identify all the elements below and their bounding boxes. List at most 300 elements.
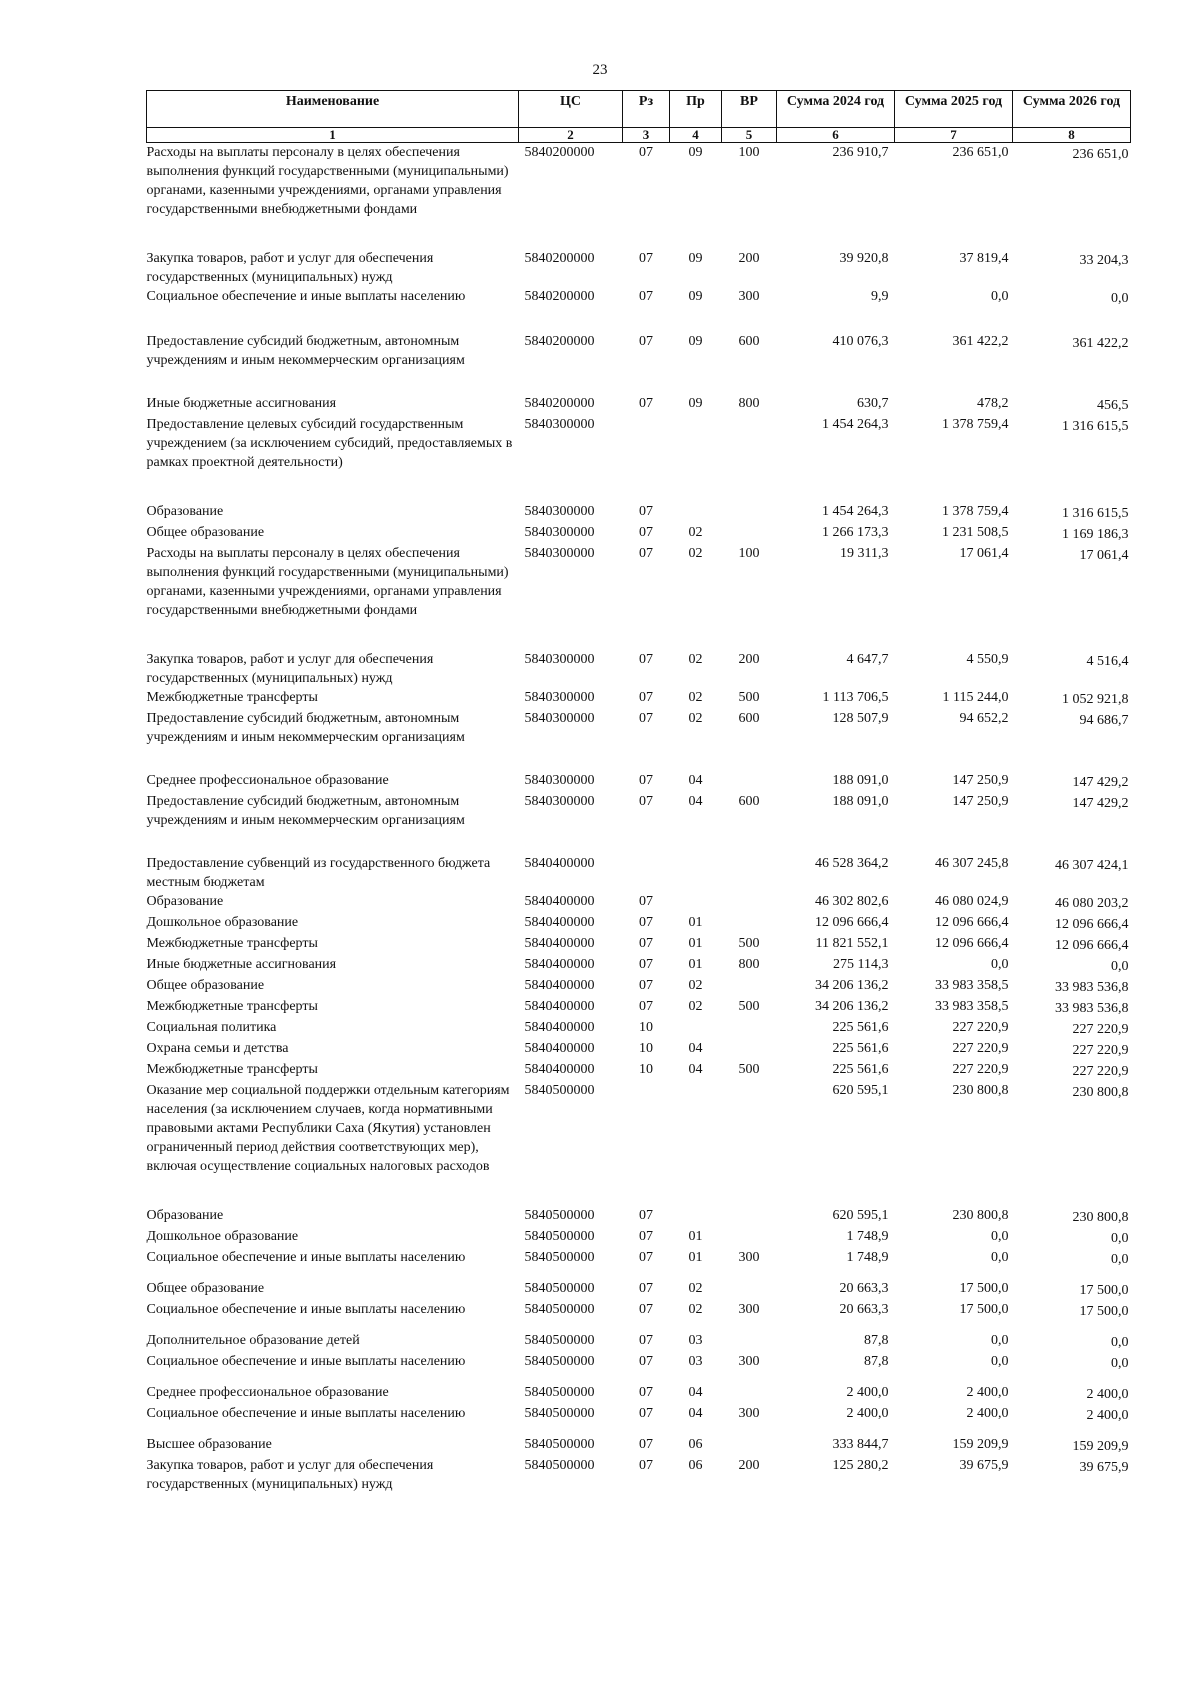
row-name-cell [147,523,519,544]
row-sum-2025-cell [895,1331,1013,1352]
row-sum-2024-cell [777,1227,895,1248]
row-vr-cell [722,544,777,650]
row-cs: 5840400000 [524,1062,595,1077]
row-sum-2024: 225 561,6 [832,1062,889,1077]
row-name: Дошкольное образование [146,915,299,930]
row-sum-2026: 1 052 921,8 [1062,692,1129,707]
row-cs-cell [519,1352,623,1383]
row-vr: 100 [738,546,760,561]
row-vr: 500 [738,936,760,951]
row-sum-2025: 1 231 508,5 [942,525,1009,540]
row-rz-cell [623,997,670,1018]
row-sum-2026: 46 307 424,1 [1055,858,1129,873]
row-sum-2024: 87,8 [864,1354,889,1369]
row-sum-2026-cell [1013,709,1131,771]
row-rz: 07 [639,894,653,909]
row-sum-2026-cell [1013,1383,1131,1404]
row-rz-cell [623,1060,670,1081]
row-sum-2026-cell [1013,394,1131,415]
row-sum-2026-cell [1013,976,1131,997]
row-sum-2024: 128 507,9 [832,711,889,726]
row-cs-cell [519,1060,623,1081]
row-sum-2026: 147 429,2 [1072,796,1129,811]
row-sum-2024: 1 454 264,3 [822,504,889,519]
row-sum-2024: 39 920,8 [839,251,889,266]
row-rz-cell [623,913,670,934]
row-cs-cell [519,1227,623,1248]
row-rz: 07 [639,652,653,667]
row-name: Межбюджетные трансферты [146,936,318,951]
row-cs: 5840300000 [524,690,595,705]
row-name-cell [147,688,519,709]
row-name: Социальное обеспечение и иные выплаты населению [146,1302,466,1317]
row-sum-2026: 0,0 [1111,1356,1129,1371]
row-pr-cell [670,1018,722,1039]
row-rz-cell [623,1383,670,1404]
row-rz: 10 [639,1041,653,1056]
row-sum-2024-cell [777,976,895,997]
row-rz-cell [623,892,670,913]
row-sum-2024-cell [777,249,895,287]
row-rz: 07 [639,525,653,540]
header-number: 2 [519,128,623,143]
row-vr: 100 [738,145,760,160]
row-sum-2025: 0,0 [991,1250,1009,1265]
row-pr-cell [670,143,722,250]
row-name: Охрана семьи и детства [146,1041,289,1056]
row-name: Оказание мер социальной поддержки отдельным категориям населения (за исключением случаев, когда нормативными правовыми актами Республики Саха (Якутия) установлен ограниченный период действия соответствующих мер), включая осуществление социальных налоговых расходов [146,1083,510,1174]
row-sum-2026-cell [1013,332,1131,394]
row-sum-2024-cell [777,544,895,650]
row-rz-cell [623,1435,670,1456]
row-cs: 5840200000 [524,396,595,411]
row-vr-cell [722,1206,777,1227]
row-pr-cell [670,934,722,955]
row-cs-cell [519,955,623,976]
row-rz-cell [623,394,670,415]
row-rz-cell [623,523,670,544]
row-sum-2024: 333 844,7 [832,1437,889,1452]
row-sum-2025: 17 500,0 [959,1281,1009,1296]
row-sum-2025-cell [895,955,1013,976]
row-pr: 01 [688,915,703,930]
row-rz-cell [623,1456,670,1494]
header-sum-2024: Сумма 2024 год [777,91,895,128]
row-cs: 5840200000 [524,251,595,266]
table-row [147,1352,1131,1383]
row-sum-2026: 4 516,4 [1086,654,1129,669]
row-cs-cell [519,1081,623,1206]
row-sum-2025: 12 096 666,4 [935,936,1009,951]
row-sum-2025: 1 378 759,4 [942,504,1009,519]
row-sum-2026: 456,5 [1097,398,1129,413]
row-sum-2025: 37 819,4 [959,251,1009,266]
header-sum-2025: Сумма 2025 год [895,91,1013,128]
row-name-cell [147,934,519,955]
row-sum-2024: 2 400,0 [846,1406,889,1421]
row-sum-2024-cell [777,913,895,934]
row-rz: 07 [639,999,653,1014]
row-rz: 07 [639,1250,653,1265]
row-sum-2026: 1 316 615,5 [1062,506,1129,521]
row-pr-cell [670,1081,722,1206]
row-rz: 10 [639,1062,653,1077]
row-sum-2025-cell [895,709,1013,771]
row-rz-cell [623,1206,670,1227]
row-rz: 07 [639,1208,653,1223]
row-sum-2025-cell [895,415,1013,502]
row-rz-cell [623,650,670,688]
table-row [147,415,1131,502]
row-sum-2024-cell [777,650,895,688]
row-cs-cell [519,1248,623,1279]
row-sum-2026-cell [1013,854,1131,892]
table-row [147,544,1131,650]
row-name-cell [147,1248,519,1279]
row-sum-2024: 12 096 666,4 [815,915,889,930]
row-sum-2024: 87,8 [864,1333,889,1348]
row-pr: 02 [688,1281,703,1296]
row-sum-2026-cell [1013,1435,1131,1456]
row-sum-2024: 275 114,3 [833,957,889,972]
row-rz-cell [623,1248,670,1279]
row-name-cell [147,1018,519,1039]
row-sum-2024: 34 206 136,2 [815,978,889,993]
table-row [147,143,1131,250]
row-sum-2025-cell [895,771,1013,792]
row-cs: 5840500000 [524,1406,595,1421]
row-pr: 01 [688,1250,703,1265]
row-sum-2025-cell [895,1227,1013,1248]
row-sum-2026-cell [1013,934,1131,955]
row-pr: 04 [688,1406,703,1421]
row-name: Предоставление субсидий бюджетным, автономным учреждениям и иным некоммерческим организациям [146,711,465,745]
row-vr-cell [722,1060,777,1081]
row-cs: 5840500000 [524,1458,595,1473]
row-sum-2025-cell [895,1383,1013,1404]
header-number-row [147,128,1131,143]
row-name: Социальное обеспечение и иные выплаты населению [146,1250,466,1265]
row-sum-2025-cell [895,1248,1013,1279]
row-sum-2024: 236 910,7 [832,145,889,160]
row-rz-cell [623,415,670,502]
header-number: 3 [623,128,670,143]
row-sum-2026-cell [1013,143,1131,250]
row-vr-cell [722,976,777,997]
row-pr-cell [670,1352,722,1383]
row-cs: 5840400000 [524,1020,595,1035]
row-sum-2025-cell [895,688,1013,709]
row-vr: 600 [738,794,760,809]
row-sum-2026: 17 500,0 [1079,1283,1129,1298]
table-row [147,1060,1131,1081]
row-rz-cell [623,544,670,650]
row-sum-2025: 4 550,9 [966,652,1009,667]
row-vr-cell [722,332,777,394]
row-rz-cell [623,771,670,792]
row-sum-2024: 1 748,9 [846,1229,889,1244]
header-vr: ВР [722,91,777,128]
row-name: Предоставление целевых субсидий государственным учреждением (за исключением субсидий, предоставляемых в рамках проектной деятельности) [146,417,513,470]
row-vr: 300 [738,1302,760,1317]
row-vr: 300 [738,1250,760,1265]
row-sum-2024-cell [777,688,895,709]
row-cs: 5840500000 [524,1437,595,1452]
row-pr-cell [670,544,722,650]
row-rz-cell [623,1404,670,1435]
row-sum-2026-cell [1013,544,1131,650]
row-sum-2026-cell [1013,1206,1131,1227]
row-vr: 200 [738,1458,760,1473]
row-name-cell [147,415,519,502]
row-name-cell [147,1039,519,1060]
row-cs-cell [519,249,623,287]
row-rz: 07 [639,251,653,266]
row-sum-2026-cell [1013,1081,1131,1206]
row-vr-cell [722,523,777,544]
row-name-cell [147,249,519,287]
row-cs-cell [519,792,623,854]
row-sum-2025: 2 400,0 [966,1385,1009,1400]
row-vr-cell [722,1404,777,1435]
row-sum-2024: 225 561,6 [832,1041,889,1056]
row-name-cell [147,1352,519,1383]
row-sum-2024-cell [777,792,895,854]
row-sum-2025: 33 983 358,5 [935,999,1009,1014]
row-sum-2025-cell [895,650,1013,688]
header-row [147,91,1131,128]
row-pr-cell [670,709,722,771]
row-sum-2025-cell [895,1039,1013,1060]
row-name: Расходы на выплаты персоналу в целях обеспечения выполнения функций государственными (муниципальными) органами, казенными учреждениями, органами управления государственными внебюджетными фондами [146,546,509,618]
table-row [147,976,1131,997]
row-name: Иные бюджетные ассигнования [146,396,337,411]
row-cs: 5840300000 [524,546,595,561]
row-name: Общее образование [146,525,265,540]
row-pr: 01 [688,1229,703,1244]
row-pr-cell [670,892,722,913]
row-sum-2025: 230 800,8 [952,1083,1009,1098]
row-sum-2025: 94 652,2 [959,711,1009,726]
row-cs: 5840200000 [524,289,595,304]
row-vr-cell [722,1248,777,1279]
row-name-cell [147,502,519,523]
row-sum-2025: 12 096 666,4 [935,915,1009,930]
row-cs: 5840400000 [524,1041,595,1056]
row-sum-2024-cell [777,854,895,892]
row-sum-2024: 620 595,1 [832,1083,889,1098]
row-cs: 5840300000 [524,504,595,519]
header-number: 4 [670,128,722,143]
row-name-cell [147,913,519,934]
row-sum-2026: 236 651,0 [1072,147,1129,162]
row-vr: 200 [738,251,760,266]
row-sum-2024: 188 091,0 [832,773,889,788]
row-sum-2026-cell [1013,892,1131,913]
row-vr-cell [722,1018,777,1039]
table-row [147,1456,1131,1494]
row-sum-2025: 46 307 245,8 [935,856,1009,871]
row-rz: 07 [639,915,653,930]
row-rz-cell [623,1018,670,1039]
row-sum-2025-cell [895,854,1013,892]
row-sum-2024-cell [777,1039,895,1060]
row-sum-2025: 227 220,9 [952,1062,1009,1077]
row-rz-cell [623,1081,670,1206]
table-row [147,1404,1131,1435]
row-pr: 04 [688,773,703,788]
row-pr-cell [670,976,722,997]
row-rz: 07 [639,1437,653,1452]
row-name: Иные бюджетные ассигнования [146,957,337,972]
table-row [147,1227,1131,1248]
row-sum-2025: 33 983 358,5 [935,978,1009,993]
row-pr: 02 [688,546,703,561]
row-sum-2026: 33 983 536,8 [1055,1001,1129,1016]
row-cs-cell [519,1018,623,1039]
row-rz-cell [623,143,670,250]
row-sum-2026: 147 429,2 [1072,775,1129,790]
row-sum-2024: 20 663,3 [839,1302,889,1317]
row-name-cell [147,1435,519,1456]
row-sum-2026-cell [1013,771,1131,792]
row-rz-cell [623,688,670,709]
row-vr-cell [722,1300,777,1331]
row-sum-2024: 410 076,3 [832,334,889,349]
row-cs: 5840400000 [524,957,595,972]
row-name-cell [147,892,519,913]
row-name: Социальное обеспечение и иные выплаты населению [146,1354,466,1369]
row-cs: 5840500000 [524,1302,595,1317]
row-rz-cell [623,287,670,332]
row-cs-cell [519,1300,623,1331]
row-vr: 500 [738,1062,760,1077]
table-row [147,1279,1131,1300]
row-sum-2024: 2 400,0 [846,1385,889,1400]
row-sum-2026-cell [1013,1352,1131,1383]
row-rz-cell [623,976,670,997]
row-sum-2024: 4 647,7 [846,652,889,667]
row-name: Предоставление субсидий бюджетным, автономным учреждениям и иным некоммерческим организациям [146,334,465,368]
row-sum-2025-cell [895,1352,1013,1383]
row-sum-2026-cell [1013,415,1131,502]
row-sum-2025-cell [895,1018,1013,1039]
row-rz: 07 [639,794,653,809]
row-sum-2024: 188 091,0 [832,794,889,809]
row-sum-2026-cell [1013,1279,1131,1300]
row-name: Социальное обеспечение и иные выплаты населению [146,289,466,304]
row-sum-2026: 227 220,9 [1072,1064,1129,1079]
row-cs-cell [519,1404,623,1435]
row-pr-cell [670,913,722,934]
row-pr-cell [670,1300,722,1331]
row-name-cell [147,1206,519,1227]
row-pr: 02 [688,999,703,1014]
row-sum-2025-cell [895,394,1013,415]
row-cs: 5840400000 [524,936,595,951]
row-cs-cell [519,287,623,332]
row-vr-cell [722,502,777,523]
row-pr-cell [670,1248,722,1279]
row-sum-2026: 33 204,3 [1079,253,1129,268]
row-sum-2024-cell [777,1206,895,1227]
row-cs-cell [519,1206,623,1227]
row-cs-cell [519,650,623,688]
row-sum-2024-cell [777,1331,895,1352]
row-pr-cell [670,1331,722,1352]
row-vr-cell [722,1456,777,1494]
header-cs: ЦС [519,91,623,128]
row-sum-2024-cell [777,1404,895,1435]
row-name: Межбюджетные трансферты [146,999,318,1014]
row-sum-2025: 0,0 [991,1333,1009,1348]
row-name-cell [147,544,519,650]
row-pr-cell [670,1435,722,1456]
row-cs: 5840500000 [524,1333,595,1348]
row-name-cell [147,394,519,415]
row-rz-cell [623,1352,670,1383]
row-sum-2024: 46 302 802,6 [815,894,889,909]
row-sum-2024-cell [777,1081,895,1206]
row-sum-2024-cell [777,332,895,394]
row-sum-2024-cell [777,394,895,415]
row-sum-2026-cell [1013,1227,1131,1248]
row-rz-cell [623,249,670,287]
row-name-cell [147,976,519,997]
row-pr-cell [670,249,722,287]
row-rz: 07 [639,1385,653,1400]
row-name-cell [147,1404,519,1435]
row-vr-cell [722,997,777,1018]
row-sum-2026: 0,0 [1111,1231,1129,1246]
row-rz-cell [623,1227,670,1248]
row-name-cell [147,1279,519,1300]
row-pr: 02 [688,652,703,667]
row-rz-cell [623,792,670,854]
row-vr-cell [722,913,777,934]
row-rz: 07 [639,396,653,411]
row-sum-2024: 1 748,9 [846,1250,889,1265]
row-pr-cell [670,394,722,415]
row-cs-cell [519,502,623,523]
row-vr: 300 [738,1406,760,1421]
row-sum-2024: 46 528 364,2 [815,856,889,871]
row-cs-cell [519,892,623,913]
row-cs: 5840400000 [524,999,595,1014]
row-sum-2026: 12 096 666,4 [1055,917,1129,932]
row-sum-2026-cell [1013,1404,1131,1435]
row-cs: 5840300000 [524,417,595,432]
row-vr-cell [722,854,777,892]
row-sum-2024-cell [777,1279,895,1300]
row-name: Общее образование [146,1281,265,1296]
row-pr: 06 [688,1458,703,1473]
row-name: Высшее образование [146,1437,272,1452]
row-sum-2026-cell [1013,792,1131,854]
row-vr: 600 [738,334,760,349]
row-pr-cell [670,523,722,544]
row-rz: 07 [639,978,653,993]
row-name-cell [147,709,519,771]
row-sum-2025-cell [895,976,1013,997]
row-sum-2025: 17 500,0 [959,1302,1009,1317]
row-vr-cell [722,1352,777,1383]
row-rz-cell [623,502,670,523]
row-sum-2026-cell [1013,1300,1131,1331]
row-sum-2025-cell [895,287,1013,332]
row-cs-cell [519,143,623,250]
row-cs: 5840400000 [524,978,595,993]
